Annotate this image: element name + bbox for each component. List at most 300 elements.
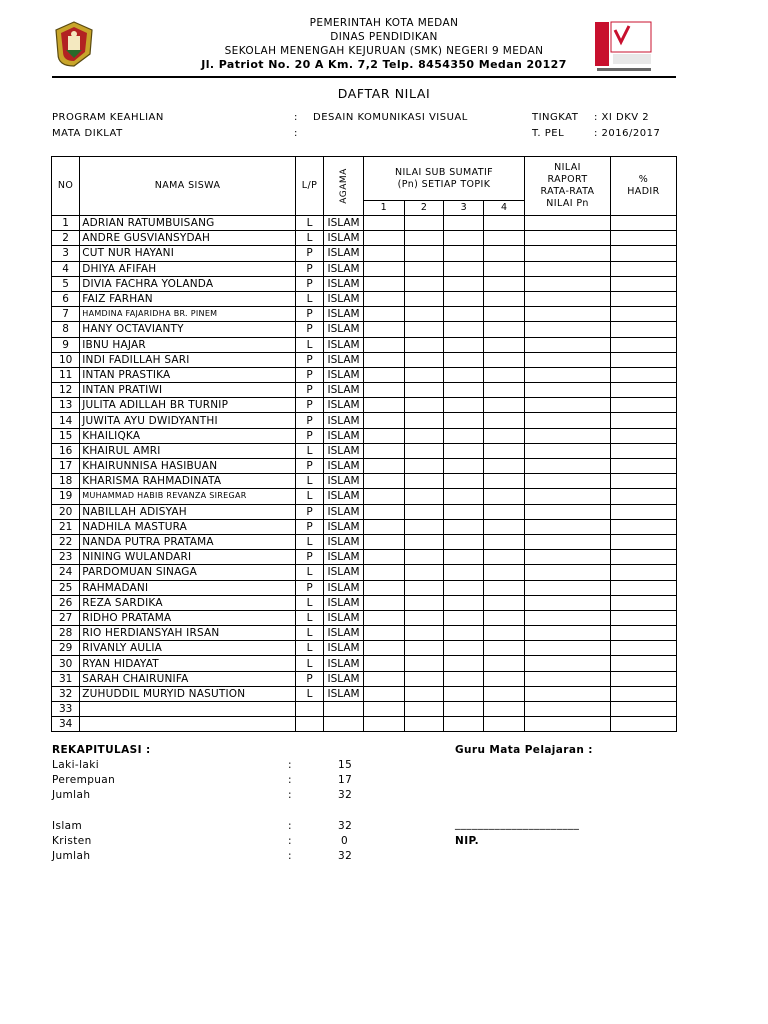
- header-hadir-line1: %: [638, 174, 649, 185]
- table-row: [52, 504, 677, 519]
- table-row: [52, 595, 677, 610]
- student-name: FAIZ FARHAN: [80, 291, 296, 306]
- score-topik-1-cell: [363, 261, 404, 276]
- score-topik-2-cell: [404, 504, 444, 519]
- student-religion: ISLAM: [324, 504, 364, 519]
- recap-laki-colon: :: [288, 759, 292, 771]
- student-gender: P: [295, 307, 323, 322]
- score-topik-2-cell: [404, 291, 444, 306]
- table-row: [52, 413, 677, 428]
- attendance-cell: [610, 261, 676, 276]
- score-topik-2-cell: [404, 216, 444, 231]
- row-no: 17: [52, 459, 80, 474]
- score-topik-4-cell: [484, 398, 525, 413]
- header-agama-text: AGAMA: [338, 168, 349, 204]
- score-topik-4-cell: [484, 504, 525, 519]
- tpel-label: T. PEL: [532, 128, 565, 139]
- score-topik-4-cell: [484, 322, 525, 337]
- header-topik-3: 3: [444, 201, 484, 216]
- header-sub-line1: NILAI SUB SUMATIF: [394, 166, 494, 178]
- student-religion: ISLAM: [324, 474, 364, 489]
- score-topik-2-cell: [404, 322, 444, 337]
- score-topik-3-cell: [444, 671, 484, 686]
- student-name: RAHMADANI: [80, 580, 296, 595]
- score-topik-2-cell: [404, 686, 444, 701]
- score-topik-1-cell: [363, 443, 404, 458]
- student-name: KHAIRUL AMRI: [80, 443, 296, 458]
- mata-diklat-colon: :: [294, 128, 298, 139]
- score-topik-2-cell: [404, 231, 444, 246]
- row-no: 7: [52, 307, 80, 322]
- table-row: [52, 580, 677, 595]
- score-topik-4-cell: [484, 565, 525, 580]
- score-topik-2-cell: [404, 413, 444, 428]
- row-no: 26: [52, 595, 80, 610]
- raport-score-cell: [525, 656, 611, 671]
- student-religion: ISLAM: [324, 595, 364, 610]
- recap-jumlah1-colon: :: [288, 789, 292, 801]
- score-topik-1-cell: [363, 413, 404, 428]
- header-raport: [525, 157, 611, 216]
- row-no: 3: [52, 246, 80, 261]
- raport-score-cell: [525, 671, 611, 686]
- attendance-cell: [610, 626, 676, 641]
- score-topik-3-cell: [444, 231, 484, 246]
- student-gender: P: [295, 519, 323, 534]
- score-topik-1-cell: [363, 216, 404, 231]
- grade-table: [51, 156, 677, 732]
- student-gender: P: [295, 504, 323, 519]
- student-religion: ISLAM: [324, 610, 364, 625]
- student-religion: ISLAM: [324, 565, 364, 580]
- raport-score-cell: [525, 595, 611, 610]
- raport-score-cell: [525, 702, 611, 717]
- score-topik-4-cell: [484, 717, 525, 732]
- score-topik-1-cell: [363, 565, 404, 580]
- score-topik-2-cell: [404, 595, 444, 610]
- student-name: CUT NUR HAYANI: [80, 246, 296, 261]
- signature-line: ______________________: [455, 818, 580, 830]
- student-gender: L: [295, 216, 323, 231]
- score-topik-3-cell: [444, 428, 484, 443]
- score-topik-4-cell: [484, 367, 525, 382]
- score-topik-1-cell: [363, 398, 404, 413]
- student-name: [80, 702, 296, 717]
- student-name: ANDRE GUSVIANSYDAH: [80, 231, 296, 246]
- student-name: DIVIA FACHRA YOLANDA: [80, 276, 296, 291]
- student-gender: P: [295, 550, 323, 565]
- raport-score-cell: [525, 291, 611, 306]
- student-gender: P: [295, 367, 323, 382]
- attendance-cell: [610, 246, 676, 261]
- score-topik-1-cell: [363, 474, 404, 489]
- table-row: [52, 352, 677, 367]
- score-topik-3-cell: [444, 276, 484, 291]
- score-topik-1-cell: [363, 580, 404, 595]
- recap-title: REKAPITULASI :: [52, 744, 151, 756]
- student-gender: L: [295, 626, 323, 641]
- score-topik-2-cell: [404, 261, 444, 276]
- row-no: 23: [52, 550, 80, 565]
- score-topik-2-cell: [404, 443, 444, 458]
- table-row: [52, 702, 677, 717]
- score-topik-1-cell: [363, 352, 404, 367]
- raport-score-cell: [525, 367, 611, 382]
- raport-score-cell: [525, 216, 611, 231]
- table-row: [52, 610, 677, 625]
- score-topik-1-cell: [363, 626, 404, 641]
- attendance-cell: [610, 231, 676, 246]
- row-no: 14: [52, 413, 80, 428]
- raport-score-cell: [525, 231, 611, 246]
- score-topik-4-cell: [484, 489, 525, 504]
- row-no: 2: [52, 231, 80, 246]
- row-no: 34: [52, 717, 80, 732]
- student-religion: ISLAM: [324, 686, 364, 701]
- table-row: [52, 641, 677, 656]
- score-topik-2-cell: [404, 717, 444, 732]
- row-no: 25: [52, 580, 80, 595]
- student-religion: ISLAM: [324, 337, 364, 352]
- row-no: 5: [52, 276, 80, 291]
- raport-score-cell: [525, 686, 611, 701]
- row-no: 8: [52, 322, 80, 337]
- student-gender: L: [295, 474, 323, 489]
- score-topik-1-cell: [363, 519, 404, 534]
- student-gender: P: [295, 261, 323, 276]
- attendance-cell: [610, 474, 676, 489]
- row-no: 19: [52, 489, 80, 504]
- raport-score-cell: [525, 443, 611, 458]
- student-name: PARDOMUAN SINAGA: [80, 565, 296, 580]
- recap-jumlah2-value: 32: [338, 850, 353, 862]
- page-title: DAFTAR NILAI: [337, 86, 431, 101]
- table-row: [52, 565, 677, 580]
- raport-score-cell: [525, 276, 611, 291]
- score-topik-1-cell: [363, 322, 404, 337]
- header-raport-line2: RAPORT: [547, 174, 588, 185]
- score-topik-4-cell: [484, 534, 525, 549]
- attendance-cell: [610, 504, 676, 519]
- score-topik-4-cell: [484, 216, 525, 231]
- student-name: RIDHO PRATAMA: [80, 610, 296, 625]
- raport-score-cell: [525, 428, 611, 443]
- student-name: INTAN PRASTIKA: [80, 367, 296, 382]
- score-topik-4-cell: [484, 626, 525, 641]
- student-name: HAMDINA FAJARIDHA BR. PINEM: [80, 307, 296, 322]
- score-topik-3-cell: [444, 367, 484, 382]
- score-topik-4-cell: [484, 352, 525, 367]
- score-topik-3-cell: [444, 443, 484, 458]
- score-topik-1-cell: [363, 307, 404, 322]
- row-no: 12: [52, 383, 80, 398]
- score-topik-2-cell: [404, 550, 444, 565]
- recap-jumlah2-colon: :: [288, 850, 292, 862]
- student-name: MUHAMMAD HABIB REVANZA SIREGAR: [80, 489, 296, 504]
- table-row: [52, 216, 677, 231]
- student-religion: ISLAM: [324, 367, 364, 382]
- recap-laki-value: 15: [338, 759, 353, 771]
- attendance-cell: [610, 276, 676, 291]
- table-row: [52, 246, 677, 261]
- student-gender: P: [295, 322, 323, 337]
- letterhead: [0, 0, 768, 80]
- student-name: [80, 717, 296, 732]
- row-no: 11: [52, 367, 80, 382]
- score-topik-3-cell: [444, 565, 484, 580]
- raport-score-cell: [525, 610, 611, 625]
- score-topik-4-cell: [484, 580, 525, 595]
- score-topik-2-cell: [404, 246, 444, 261]
- table-row: [52, 291, 677, 306]
- student-religion: ISLAM: [324, 291, 364, 306]
- student-name: ZUHUDDIL MURYID NASUTION: [80, 686, 296, 701]
- table-row: [52, 231, 677, 246]
- table-row: [52, 276, 677, 291]
- recap-laki-label: Laki-laki: [52, 759, 100, 771]
- table-row: [52, 717, 677, 732]
- score-topik-1-cell: [363, 489, 404, 504]
- score-topik-3-cell: [444, 383, 484, 398]
- student-religion: ISLAM: [324, 443, 364, 458]
- raport-score-cell: [525, 519, 611, 534]
- student-name: RIO HERDIANSYAH IRSAN: [80, 626, 296, 641]
- score-topik-1-cell: [363, 337, 404, 352]
- score-topik-3-cell: [444, 337, 484, 352]
- table-row: [52, 459, 677, 474]
- student-religion: ISLAM: [324, 383, 364, 398]
- student-gender: P: [295, 413, 323, 428]
- score-topik-2-cell: [404, 337, 444, 352]
- score-topik-1-cell: [363, 534, 404, 549]
- score-topik-3-cell: [444, 307, 484, 322]
- score-topik-2-cell: [404, 383, 444, 398]
- score-topik-3-cell: [444, 580, 484, 595]
- header-hadir: [610, 157, 676, 216]
- school-line: SEKOLAH MENENGAH KEJURUAN (SMK) NEGERI 9 MEDAN: [224, 45, 544, 57]
- score-topik-4-cell: [484, 474, 525, 489]
- table-row: [52, 443, 677, 458]
- table-row: [52, 261, 677, 276]
- score-topik-1-cell: [363, 641, 404, 656]
- score-topik-3-cell: [444, 322, 484, 337]
- attendance-cell: [610, 383, 676, 398]
- student-name: DHIYA AFIFAH: [80, 261, 296, 276]
- table-row: [52, 626, 677, 641]
- score-topik-3-cell: [444, 641, 484, 656]
- recap-jumlah1-value: 32: [338, 789, 353, 801]
- table-row: [52, 428, 677, 443]
- raport-score-cell: [525, 565, 611, 580]
- recap-perempuan-label: Perempuan: [52, 774, 116, 786]
- student-name: JULITA ADILLAH BR TURNIP: [80, 398, 296, 413]
- recap-kristen-label: Kristen: [52, 835, 92, 847]
- student-religion: ISLAM: [324, 671, 364, 686]
- score-topik-4-cell: [484, 702, 525, 717]
- score-topik-4-cell: [484, 231, 525, 246]
- table-row: [52, 489, 677, 504]
- score-topik-4-cell: [484, 428, 525, 443]
- score-topik-1-cell: [363, 595, 404, 610]
- score-topik-1-cell: [363, 383, 404, 398]
- score-topik-2-cell: [404, 276, 444, 291]
- program-label: PROGRAM KEAHLIAN: [52, 112, 164, 123]
- raport-score-cell: [525, 474, 611, 489]
- recap-perempuan-colon: :: [288, 774, 292, 786]
- nip-label: NIP.: [455, 835, 480, 847]
- attendance-cell: [610, 671, 676, 686]
- score-topik-2-cell: [404, 428, 444, 443]
- raport-score-cell: [525, 322, 611, 337]
- attendance-cell: [610, 307, 676, 322]
- student-religion: ISLAM: [324, 216, 364, 231]
- row-no: 31: [52, 671, 80, 686]
- student-religion: ISLAM: [324, 307, 364, 322]
- score-topik-2-cell: [404, 534, 444, 549]
- signature-label: Guru Mata Pelajaran :: [455, 744, 593, 756]
- student-gender: L: [295, 565, 323, 580]
- student-name: RIVANLY AULIA: [80, 641, 296, 656]
- student-gender: L: [295, 641, 323, 656]
- header-sub-sumatif: [363, 157, 524, 201]
- table-body: [52, 216, 677, 732]
- student-religion: ISLAM: [324, 352, 364, 367]
- student-religion: ISLAM: [324, 459, 364, 474]
- score-topik-3-cell: [444, 686, 484, 701]
- score-topik-3-cell: [444, 398, 484, 413]
- recap-islam-colon: :: [288, 820, 292, 832]
- score-topik-2-cell: [404, 565, 444, 580]
- score-topik-3-cell: [444, 489, 484, 504]
- score-topik-3-cell: [444, 550, 484, 565]
- student-gender: L: [295, 337, 323, 352]
- recap-jumlah1-label: Jumlah: [52, 789, 91, 801]
- student-gender: L: [295, 534, 323, 549]
- raport-score-cell: [525, 413, 611, 428]
- student-religion: ISLAM: [324, 580, 364, 595]
- student-religion: ISLAM: [324, 428, 364, 443]
- raport-score-cell: [525, 717, 611, 732]
- student-religion: [324, 702, 364, 717]
- score-topik-3-cell: [444, 216, 484, 231]
- score-topik-4-cell: [484, 519, 525, 534]
- row-no: 10: [52, 352, 80, 367]
- student-name: INDI FADILLAH SARI: [80, 352, 296, 367]
- score-topik-1-cell: [363, 686, 404, 701]
- student-name: NANDA PUTRA PRATAMA: [80, 534, 296, 549]
- raport-score-cell: [525, 352, 611, 367]
- score-topik-3-cell: [444, 626, 484, 641]
- attendance-cell: [610, 489, 676, 504]
- student-religion: ISLAM: [324, 550, 364, 565]
- score-topik-4-cell: [484, 595, 525, 610]
- row-no: 13: [52, 398, 80, 413]
- score-topik-1-cell: [363, 367, 404, 382]
- score-topik-4-cell: [484, 246, 525, 261]
- attendance-cell: [610, 352, 676, 367]
- tpel-value: : 2016/2017: [594, 128, 661, 139]
- score-topik-2-cell: [404, 398, 444, 413]
- student-gender: P: [295, 398, 323, 413]
- row-no: 32: [52, 686, 80, 701]
- student-gender: L: [295, 291, 323, 306]
- row-no: 33: [52, 702, 80, 717]
- table-row: [52, 550, 677, 565]
- student-name: ADRIAN RATUMBUISANG: [80, 216, 296, 231]
- student-religion: ISLAM: [324, 398, 364, 413]
- gov-line: PEMERINTAH KOTA MEDAN: [309, 17, 459, 29]
- student-name: HANY OCTAVIANTY: [80, 322, 296, 337]
- row-no: 20: [52, 504, 80, 519]
- student-name: NINING WULANDARI: [80, 550, 296, 565]
- student-gender: P: [295, 383, 323, 398]
- attendance-cell: [610, 702, 676, 717]
- letterhead-rule: [52, 76, 676, 78]
- score-topik-2-cell: [404, 489, 444, 504]
- mata-diklat-label: MATA DIKLAT: [52, 128, 123, 139]
- student-gender: P: [295, 459, 323, 474]
- student-name: IBNU HAJAR: [80, 337, 296, 352]
- student-gender: L: [295, 489, 323, 504]
- score-topik-3-cell: [444, 656, 484, 671]
- score-topik-3-cell: [444, 504, 484, 519]
- student-name: KHARISMA RAHMADINATA: [80, 474, 296, 489]
- attendance-cell: [610, 534, 676, 549]
- score-topik-2-cell: [404, 671, 444, 686]
- score-topik-2-cell: [404, 580, 444, 595]
- student-gender: L: [295, 231, 323, 246]
- attendance-cell: [610, 398, 676, 413]
- score-topik-1-cell: [363, 246, 404, 261]
- header-topik-1: 1: [363, 201, 404, 216]
- recap-jumlah2-label: Jumlah: [52, 850, 91, 862]
- table-row: [52, 686, 677, 701]
- address-line: Jl. Patriot No. 20 A Km. 7,2 Telp. 8454350 Medan 20127: [201, 58, 567, 71]
- student-religion: ISLAM: [324, 261, 364, 276]
- attendance-cell: [610, 641, 676, 656]
- header-topik-4: 4: [484, 201, 525, 216]
- row-no: 9: [52, 337, 80, 352]
- score-topik-1-cell: [363, 291, 404, 306]
- score-topik-3-cell: [444, 261, 484, 276]
- attendance-cell: [610, 686, 676, 701]
- student-name: SARAH CHAIRUNIFA: [80, 671, 296, 686]
- score-topik-3-cell: [444, 291, 484, 306]
- header-no: NO: [52, 157, 80, 216]
- program-colon: :: [294, 112, 298, 123]
- student-name: REZA SARDIKA: [80, 595, 296, 610]
- student-religion: ISLAM: [324, 276, 364, 291]
- score-topik-1-cell: [363, 504, 404, 519]
- header-nama: NAMA SISWA: [80, 157, 296, 216]
- row-no: 16: [52, 443, 80, 458]
- score-topik-1-cell: [363, 428, 404, 443]
- score-topik-1-cell: [363, 550, 404, 565]
- attendance-cell: [610, 459, 676, 474]
- attendance-cell: [610, 717, 676, 732]
- student-gender: P: [295, 428, 323, 443]
- score-topik-4-cell: [484, 291, 525, 306]
- row-no: 4: [52, 261, 80, 276]
- student-gender: L: [295, 610, 323, 625]
- student-religion: ISLAM: [324, 246, 364, 261]
- student-gender: P: [295, 580, 323, 595]
- student-gender: L: [295, 656, 323, 671]
- student-gender: P: [295, 352, 323, 367]
- header-lp: L/P: [295, 157, 323, 216]
- row-no: 30: [52, 656, 80, 671]
- student-religion: ISLAM: [324, 489, 364, 504]
